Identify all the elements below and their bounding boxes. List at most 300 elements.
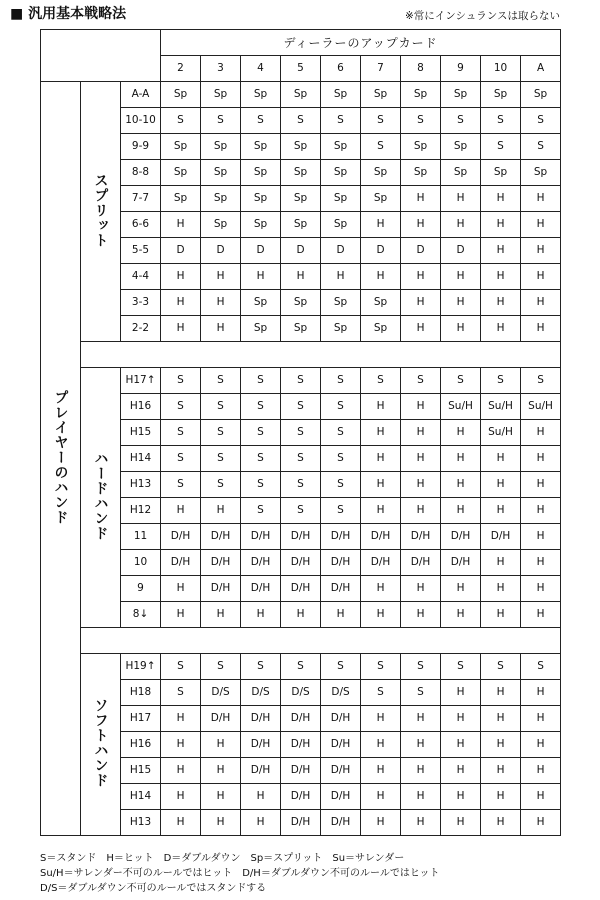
- strategy-cell: H: [441, 576, 481, 602]
- strategy-cell: H: [401, 732, 441, 758]
- strategy-cell: D/H: [281, 784, 321, 810]
- strategy-cell: H: [521, 602, 561, 628]
- strategy-cell: H: [521, 810, 561, 836]
- strategy-cell: Sp: [241, 290, 281, 316]
- strategy-cell: H: [481, 576, 521, 602]
- strategy-cell: H: [241, 602, 281, 628]
- strategy-cell: Su/H: [481, 420, 521, 446]
- strategy-cell: H: [361, 758, 401, 784]
- strategy-cell: S: [201, 394, 241, 420]
- strategy-cell: D: [321, 238, 361, 264]
- strategy-cell: S: [281, 498, 321, 524]
- strategy-cell: D/H: [281, 706, 321, 732]
- strategy-cell: H: [481, 186, 521, 212]
- strategy-cell: Sp: [321, 290, 361, 316]
- hand-label: H17: [121, 706, 161, 732]
- strategy-cell: H: [241, 784, 281, 810]
- strategy-cell: H: [521, 576, 561, 602]
- strategy-cell: S: [321, 394, 361, 420]
- strategy-cell: D/H: [241, 550, 281, 576]
- strategy-cell: Sp: [281, 316, 321, 342]
- strategy-cell: D: [441, 238, 481, 264]
- strategy-cell: Sp: [201, 82, 241, 108]
- strategy-cell: H: [481, 784, 521, 810]
- strategy-cell: H: [361, 602, 401, 628]
- strategy-cell: D/H: [241, 524, 281, 550]
- strategy-cell: D: [281, 238, 321, 264]
- dealer-card-header: 7: [361, 56, 401, 82]
- strategy-cell: D/H: [161, 550, 201, 576]
- hand-label: 8-8: [121, 160, 161, 186]
- hand-label: H13: [121, 472, 161, 498]
- strategy-cell: H: [521, 238, 561, 264]
- strategy-cell: S: [481, 654, 521, 680]
- strategy-cell: S: [161, 654, 201, 680]
- strategy-cell: S: [281, 420, 321, 446]
- strategy-cell: S: [361, 108, 401, 134]
- strategy-cell: H: [521, 290, 561, 316]
- strategy-cell: H: [481, 602, 521, 628]
- strategy-cell: H: [281, 264, 321, 290]
- strategy-cell: Sp: [241, 186, 281, 212]
- strategy-cell: H: [521, 498, 561, 524]
- strategy-cell: H: [401, 706, 441, 732]
- strategy-cell: D: [161, 238, 201, 264]
- legend-line-2: Su/H＝サレンダー不可のルールではヒット D/H＝ダブルダウン不可のルールではヒット: [40, 868, 440, 879]
- strategy-cell: D/H: [481, 524, 521, 550]
- hand-label: H16: [121, 732, 161, 758]
- strategy-cell: D/H: [241, 576, 281, 602]
- strategy-cell: H: [281, 602, 321, 628]
- strategy-cell: Sp: [281, 290, 321, 316]
- strategy-cell: H: [441, 186, 481, 212]
- dealer-card-header: 5: [281, 56, 321, 82]
- strategy-cell: Su/H: [521, 394, 561, 420]
- strategy-cell: S: [321, 368, 361, 394]
- strategy-cell: H: [481, 706, 521, 732]
- strategy-cell: D/H: [361, 550, 401, 576]
- group-separator: [81, 628, 561, 654]
- strategy-cell: S: [521, 108, 561, 134]
- strategy-cell: Sp: [481, 160, 521, 186]
- strategy-cell: S: [481, 108, 521, 134]
- strategy-cell: S: [281, 472, 321, 498]
- hand-label: 2-2: [121, 316, 161, 342]
- strategy-cell: Sp: [321, 316, 361, 342]
- strategy-cell: D/H: [401, 524, 441, 550]
- strategy-cell: H: [361, 212, 401, 238]
- strategy-cell: H: [161, 602, 201, 628]
- strategy-cell: D/H: [201, 524, 241, 550]
- strategy-cell: H: [481, 290, 521, 316]
- table-row: [41, 654, 561, 680]
- strategy-cell: D/H: [281, 550, 321, 576]
- strategy-cell: H: [201, 602, 241, 628]
- strategy-cell: H: [161, 212, 201, 238]
- strategy-cell: H: [201, 498, 241, 524]
- group-separator-row: [41, 342, 561, 368]
- strategy-cell: H: [401, 810, 441, 836]
- strategy-cell: D/H: [361, 524, 401, 550]
- strategy-cell: Sp: [401, 160, 441, 186]
- strategy-cell: D: [201, 238, 241, 264]
- strategy-cell: S: [281, 654, 321, 680]
- strategy-cell: H: [401, 576, 441, 602]
- strategy-cell: D: [361, 238, 401, 264]
- strategy-cell: S: [361, 654, 401, 680]
- strategy-cell: H: [361, 472, 401, 498]
- strategy-cell: Sp: [241, 212, 281, 238]
- strategy-cell: D: [401, 238, 441, 264]
- strategy-cell: H: [481, 498, 521, 524]
- dealer-header: ディーラーのアップカード: [161, 30, 561, 56]
- strategy-cell: S: [441, 368, 481, 394]
- strategy-cell: Sp: [281, 212, 321, 238]
- legend-line-3: D/S＝ダブルダウン不可のルールではスタンドする: [40, 883, 267, 894]
- strategy-cell: H: [481, 758, 521, 784]
- strategy-cell: H: [481, 212, 521, 238]
- strategy-cell: H: [361, 446, 401, 472]
- group-label: [81, 654, 121, 836]
- strategy-cell: S: [201, 472, 241, 498]
- strategy-cell: D/H: [321, 576, 361, 602]
- hand-label: 10: [121, 550, 161, 576]
- strategy-cell: H: [161, 758, 201, 784]
- strategy-cell: D/H: [321, 810, 361, 836]
- strategy-cell: H: [441, 420, 481, 446]
- hand-label: H18: [121, 680, 161, 706]
- dealer-card-header: 3: [201, 56, 241, 82]
- strategy-cell: S: [321, 498, 361, 524]
- table-row: [41, 82, 561, 108]
- strategy-cell: S: [241, 394, 281, 420]
- strategy-cell: H: [441, 810, 481, 836]
- strategy-cell: Sp: [161, 82, 201, 108]
- dealer-header-row: [41, 30, 561, 56]
- group-label-text: ハードハンド: [92, 451, 109, 542]
- strategy-cell: S: [161, 446, 201, 472]
- strategy-cell: H: [361, 810, 401, 836]
- strategy-cell: D/H: [281, 524, 321, 550]
- strategy-cell: H: [201, 810, 241, 836]
- strategy-cell: Sp: [161, 186, 201, 212]
- strategy-cell: H: [521, 264, 561, 290]
- strategy-cell: H: [361, 576, 401, 602]
- dealer-card-header: 9: [441, 56, 481, 82]
- strategy-cell: H: [361, 732, 401, 758]
- strategy-cell: S: [521, 134, 561, 160]
- group-label-text: ソフトハンド: [92, 698, 109, 789]
- hand-label: 6-6: [121, 212, 161, 238]
- hand-label: 10-10: [121, 108, 161, 134]
- strategy-cell: H: [481, 680, 521, 706]
- strategy-cell: S: [281, 394, 321, 420]
- strategy-cell: Sp: [361, 290, 401, 316]
- strategy-cell: H: [321, 602, 361, 628]
- strategy-cell: H: [521, 316, 561, 342]
- strategy-cell: Sp: [281, 82, 321, 108]
- strategy-cell: S: [161, 420, 201, 446]
- strategy-cell: H: [401, 212, 441, 238]
- strategy-cell: H: [481, 810, 521, 836]
- strategy-cell: S: [401, 108, 441, 134]
- strategy-cell: H: [401, 498, 441, 524]
- legend: [40, 851, 440, 896]
- strategy-cell: H: [161, 810, 201, 836]
- strategy-cell: S: [201, 654, 241, 680]
- strategy-cell: H: [401, 446, 441, 472]
- strategy-cell: H: [321, 264, 361, 290]
- strategy-cell: H: [521, 186, 561, 212]
- strategy-cell: H: [201, 290, 241, 316]
- strategy-cell: H: [201, 264, 241, 290]
- strategy-cell: H: [441, 212, 481, 238]
- strategy-cell: H: [161, 576, 201, 602]
- strategy-cell: D/S: [321, 680, 361, 706]
- strategy-cell: S: [361, 368, 401, 394]
- strategy-cell: S: [201, 446, 241, 472]
- strategy-cell: H: [401, 420, 441, 446]
- strategy-cell: S: [321, 472, 361, 498]
- strategy-cell: Su/H: [481, 394, 521, 420]
- strategy-table: [40, 29, 561, 836]
- dealer-card-header: 6: [321, 56, 361, 82]
- hand-label: 9-9: [121, 134, 161, 160]
- dealer-card-header: 8: [401, 56, 441, 82]
- strategy-cell: D/S: [281, 680, 321, 706]
- strategy-cell: H: [481, 732, 521, 758]
- strategy-cell: S: [401, 654, 441, 680]
- strategy-cell: Sp: [441, 134, 481, 160]
- strategy-cell: H: [161, 732, 201, 758]
- strategy-cell: H: [201, 784, 241, 810]
- strategy-cell: Sp: [321, 186, 361, 212]
- strategy-cell: H: [481, 446, 521, 472]
- strategy-cell: H: [361, 706, 401, 732]
- strategy-cell: H: [401, 394, 441, 420]
- strategy-cell: Sp: [441, 160, 481, 186]
- group-label: [81, 368, 121, 628]
- strategy-cell: D/H: [321, 758, 361, 784]
- strategy-cell: S: [441, 654, 481, 680]
- strategy-cell: Sp: [241, 160, 281, 186]
- strategy-cell: D/H: [321, 550, 361, 576]
- group-label-text: スプリット: [92, 172, 109, 248]
- hand-label: 11: [121, 524, 161, 550]
- strategy-cell: H: [361, 784, 401, 810]
- strategy-cell: H: [441, 758, 481, 784]
- dealer-card-header: 2: [161, 56, 201, 82]
- strategy-cell: S: [241, 446, 281, 472]
- strategy-cell: H: [441, 264, 481, 290]
- strategy-cell: S: [281, 446, 321, 472]
- strategy-cell: D/H: [321, 784, 361, 810]
- strategy-cell: Sp: [201, 212, 241, 238]
- strategy-cell: D: [241, 238, 281, 264]
- dealer-card-header: 10: [481, 56, 521, 82]
- strategy-cell: Sp: [361, 186, 401, 212]
- strategy-cell: H: [521, 550, 561, 576]
- strategy-cell: H: [401, 186, 441, 212]
- strategy-cell: S: [321, 654, 361, 680]
- strategy-cell: H: [401, 784, 441, 810]
- strategy-cell: S: [161, 472, 201, 498]
- strategy-cell: H: [441, 498, 481, 524]
- strategy-cell: H: [441, 472, 481, 498]
- hand-label: H16: [121, 394, 161, 420]
- hand-label: H15: [121, 758, 161, 784]
- strategy-cell: Sp: [361, 316, 401, 342]
- strategy-cell: H: [481, 264, 521, 290]
- strategy-cell: S: [241, 472, 281, 498]
- strategy-cell: D/H: [321, 524, 361, 550]
- strategy-cell: Sp: [201, 160, 241, 186]
- strategy-cell: H: [441, 290, 481, 316]
- strategy-cell: S: [361, 680, 401, 706]
- strategy-cell: S: [481, 368, 521, 394]
- legend-line-1: S＝スタンド H＝ヒット D＝ダブルダウン Sp＝スプリット Su＝サレンダー: [40, 853, 405, 864]
- hand-label: H17↑: [121, 368, 161, 394]
- strategy-cell: H: [441, 446, 481, 472]
- page-title: ■ 汎用基本戦略法: [10, 6, 127, 22]
- strategy-cell: Sp: [321, 134, 361, 160]
- strategy-cell: Sp: [241, 82, 281, 108]
- strategy-cell: Sp: [481, 82, 521, 108]
- strategy-cell: D/H: [241, 758, 281, 784]
- strategy-cell: H: [481, 316, 521, 342]
- strategy-cell: H: [161, 290, 201, 316]
- strategy-cell: Sp: [201, 134, 241, 160]
- hand-label: A-A: [121, 82, 161, 108]
- strategy-cell: S: [281, 368, 321, 394]
- strategy-cell: S: [241, 654, 281, 680]
- strategy-cell: S: [401, 680, 441, 706]
- strategy-cell: H: [401, 316, 441, 342]
- strategy-cell: Sp: [521, 82, 561, 108]
- strategy-cell: H: [481, 550, 521, 576]
- strategy-cell: D/H: [401, 550, 441, 576]
- strategy-cell: D/H: [441, 550, 481, 576]
- strategy-cell: H: [441, 680, 481, 706]
- strategy-cell: H: [161, 498, 201, 524]
- hand-label: H12: [121, 498, 161, 524]
- strategy-cell: S: [201, 368, 241, 394]
- strategy-cell: H: [521, 212, 561, 238]
- strategy-cell: H: [161, 316, 201, 342]
- corner-cell: [41, 30, 161, 82]
- strategy-cell: H: [401, 602, 441, 628]
- hand-label: H19↑: [121, 654, 161, 680]
- strategy-cell: Sp: [521, 160, 561, 186]
- strategy-cell: H: [441, 316, 481, 342]
- dealer-card-header: A: [521, 56, 561, 82]
- strategy-cell: S: [161, 108, 201, 134]
- strategy-cell: Sp: [161, 134, 201, 160]
- strategy-cell: D/H: [321, 732, 361, 758]
- strategy-cell: Sp: [361, 82, 401, 108]
- strategy-cell: H: [241, 810, 281, 836]
- table-row: [41, 368, 561, 394]
- strategy-cell: H: [481, 472, 521, 498]
- strategy-cell: Sp: [361, 160, 401, 186]
- player-hand-label-text: プレイヤーのハンド: [52, 389, 69, 525]
- strategy-cell: S: [521, 368, 561, 394]
- strategy-cell: Sp: [161, 160, 201, 186]
- strategy-cell: Sp: [321, 160, 361, 186]
- hand-label: 5-5: [121, 238, 161, 264]
- strategy-cell: S: [161, 368, 201, 394]
- strategy-cell: H: [361, 394, 401, 420]
- strategy-cell: D/H: [281, 810, 321, 836]
- strategy-cell: Sp: [281, 134, 321, 160]
- strategy-cell: H: [161, 706, 201, 732]
- strategy-cell: S: [321, 108, 361, 134]
- hand-label: H15: [121, 420, 161, 446]
- hand-label: 3-3: [121, 290, 161, 316]
- strategy-cell: H: [441, 706, 481, 732]
- strategy-cell: Sp: [321, 82, 361, 108]
- strategy-cell: D/H: [321, 706, 361, 732]
- hand-label: H14: [121, 446, 161, 472]
- strategy-cell: H: [201, 732, 241, 758]
- strategy-cell: H: [441, 784, 481, 810]
- strategy-cell: S: [481, 134, 521, 160]
- strategy-cell: H: [361, 498, 401, 524]
- strategy-cell: S: [241, 108, 281, 134]
- group-separator: [81, 342, 561, 368]
- group-separator-row: [41, 628, 561, 654]
- strategy-cell: H: [401, 290, 441, 316]
- strategy-cell: S: [201, 108, 241, 134]
- strategy-cell: D/H: [201, 706, 241, 732]
- strategy-cell: D/H: [241, 706, 281, 732]
- strategy-cell: H: [441, 602, 481, 628]
- strategy-cell: D/H: [281, 758, 321, 784]
- strategy-cell: Sp: [281, 160, 321, 186]
- strategy-cell: S: [401, 368, 441, 394]
- strategy-cell: Sp: [321, 212, 361, 238]
- strategy-cell: D/S: [201, 680, 241, 706]
- dealer-card-header: 4: [241, 56, 281, 82]
- strategy-cell: D/H: [241, 732, 281, 758]
- hand-label: 9: [121, 576, 161, 602]
- strategy-cell: Sp: [281, 186, 321, 212]
- player-hand-label: [41, 82, 81, 836]
- strategy-cell: H: [401, 264, 441, 290]
- strategy-cell: H: [401, 758, 441, 784]
- strategy-cell: H: [521, 472, 561, 498]
- strategy-cell: H: [481, 238, 521, 264]
- strategy-cell: S: [161, 680, 201, 706]
- strategy-cell: S: [321, 420, 361, 446]
- strategy-cell: Sp: [201, 186, 241, 212]
- strategy-cell: H: [241, 264, 281, 290]
- strategy-cell: Sp: [401, 134, 441, 160]
- strategy-cell: H: [521, 732, 561, 758]
- hand-label: 7-7: [121, 186, 161, 212]
- strategy-cell: Sp: [401, 82, 441, 108]
- strategy-cell: H: [201, 758, 241, 784]
- strategy-cell: S: [441, 108, 481, 134]
- strategy-cell: H: [521, 524, 561, 550]
- strategy-cell: S: [201, 420, 241, 446]
- strategy-cell: H: [161, 264, 201, 290]
- strategy-cell: D/H: [281, 732, 321, 758]
- hand-label: H14: [121, 784, 161, 810]
- hand-label: H13: [121, 810, 161, 836]
- strategy-cell: S: [241, 498, 281, 524]
- strategy-cell: H: [521, 706, 561, 732]
